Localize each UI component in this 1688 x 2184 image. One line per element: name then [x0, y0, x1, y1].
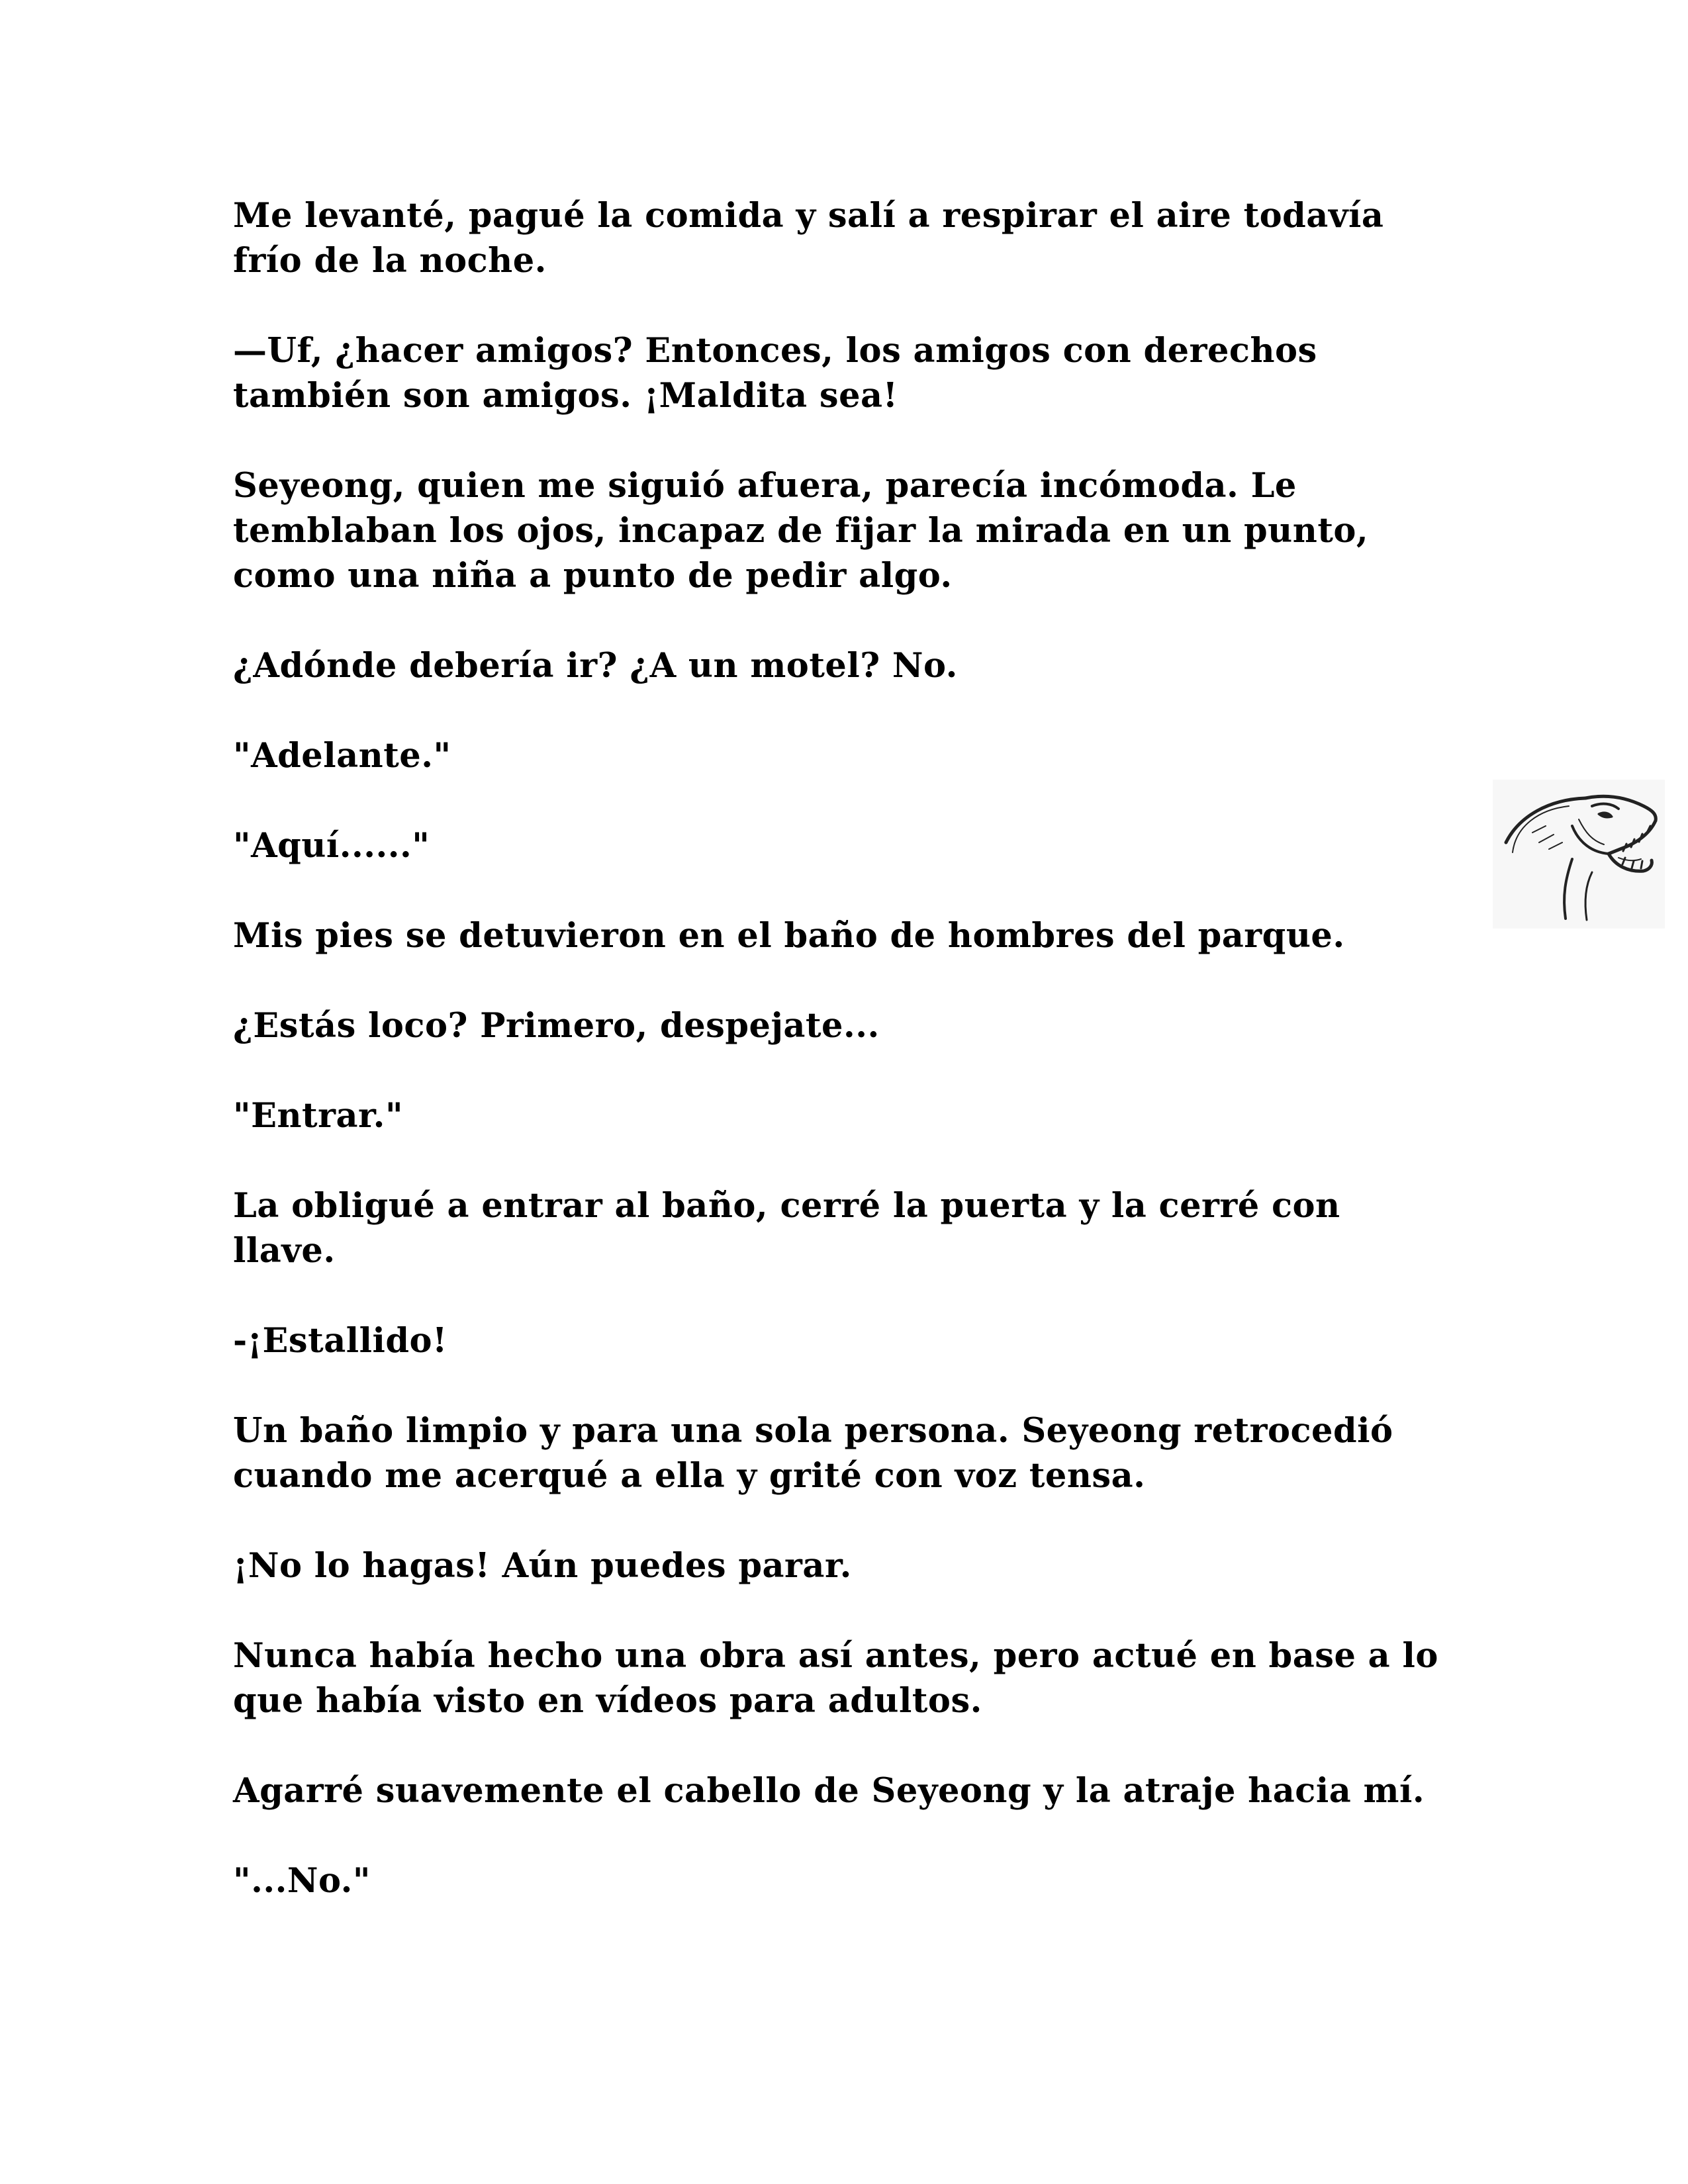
paragraph: Nunca había hecho una obra así antes, pero actué en base a lo que había visto en vídeos para adultos. [233, 1636, 1438, 1721]
paragraph: "Adelante." [233, 736, 451, 776]
paragraph: "Aquí......" [233, 826, 430, 866]
paragraph: Seyeong, quien me siguió afuera, parecía incómoda. Le temblaban los ojos, incapaz de fijar la mirada en un punto, como una niña a punto de pedir algo. [233, 466, 1369, 596]
paragraph: ¿Adónde debería ir? ¿A un motel? No. [233, 646, 958, 686]
paragraph: ¿Estás loco? Primero, despejate... [233, 1006, 880, 1046]
paragraph: Un baño limpio y para una sola persona. Seyeong retrocedió cuando me acerqué a ella y grité con voz tensa. [233, 1411, 1393, 1496]
paragraph: Mis pies se detuvieron en el baño de hombres del parque. [233, 916, 1345, 956]
paragraph: "...No." [233, 1861, 371, 1901]
paragraph: -¡Estallido! [233, 1321, 447, 1361]
paragraph: —Uf, ¿hacer amigos? Entonces, los amigos con derechos también son amigos. ¡Maldita sea! [233, 331, 1317, 416]
paragraph: La obligué a entrar al baño, cerré la puerta y la cerré con llave. [233, 1186, 1340, 1271]
paragraph: Agarré suavemente el cabello de Seyeong y la atraje hacia mí. [233, 1771, 1425, 1811]
paragraph: Me levanté, pagué la comida y salí a respirar el aire todavía frío de la noche. [233, 196, 1384, 281]
paragraph: ¡No lo hagas! Aún puedes parar. [233, 1546, 852, 1586]
story-text [233, 193, 1477, 1948]
paragraph: "Entrar." [233, 1096, 404, 1136]
dinosaur-head-sketch-icon [1493, 780, 1665, 929]
